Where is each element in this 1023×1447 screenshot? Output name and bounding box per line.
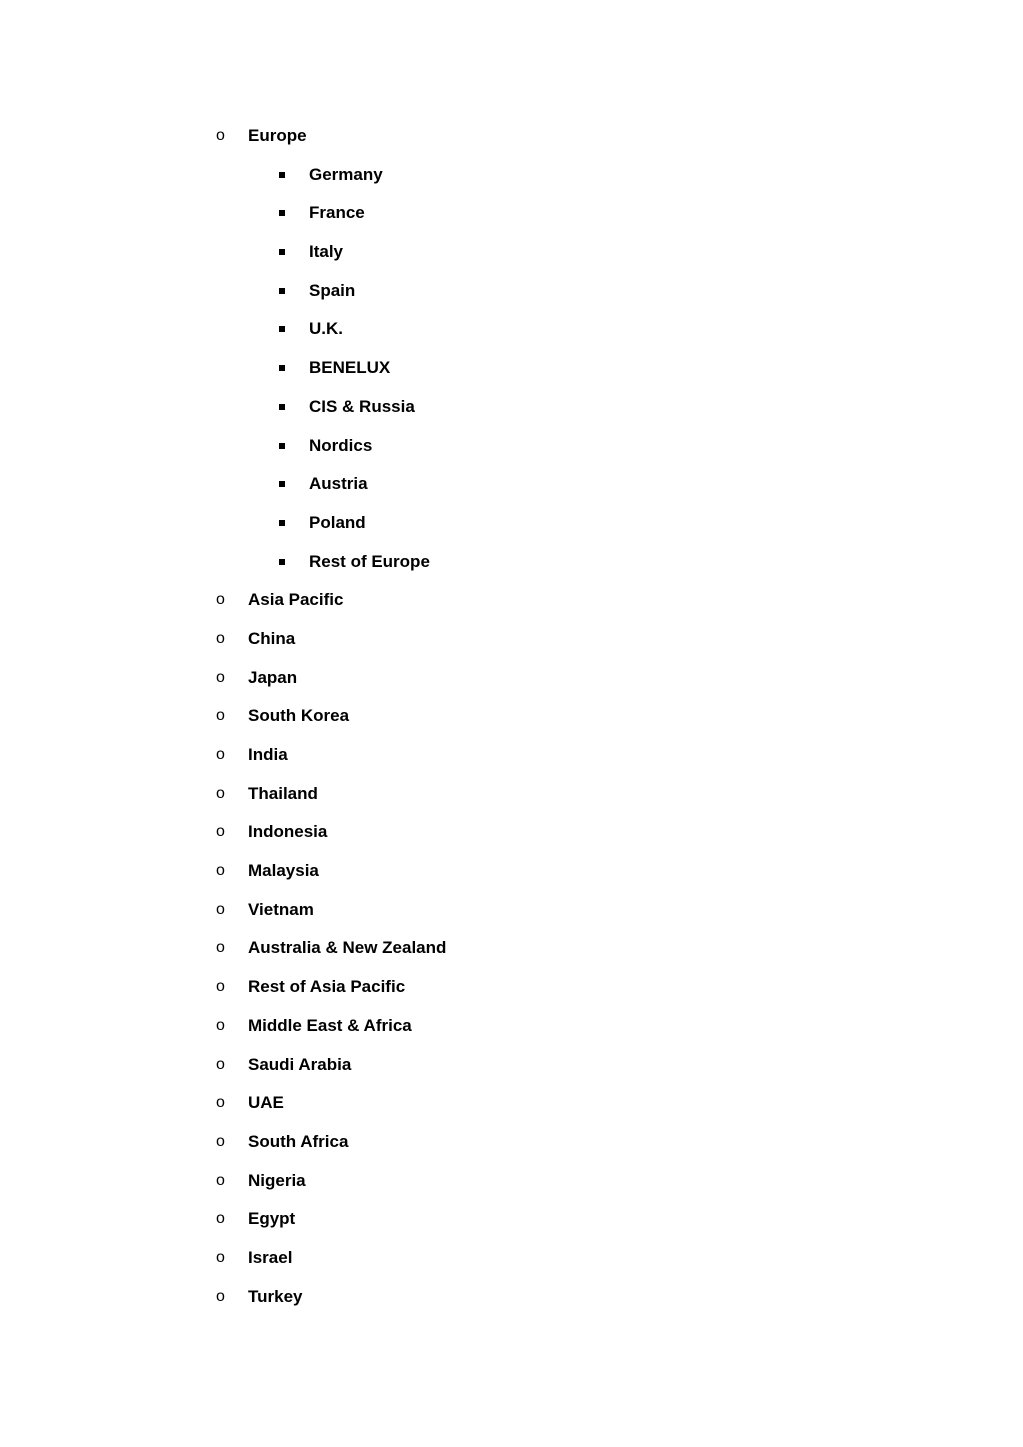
hollow-circle-bullet-icon: o — [216, 591, 225, 609]
list-item — [0, 1162, 1023, 1201]
hollow-circle-bullet-icon: o — [216, 900, 225, 918]
hollow-circle-bullet-icon: o — [216, 668, 225, 686]
list-item-label: France — [309, 203, 365, 223]
square-bullet-icon — [279, 520, 285, 526]
square-bullet-icon — [279, 288, 285, 294]
list-item-label: Israel — [248, 1247, 293, 1267]
square-bullet-icon — [279, 481, 285, 487]
list-item-label: CIS & Russia — [309, 396, 415, 416]
list-item — [0, 813, 1023, 852]
list-item — [0, 117, 1023, 156]
hollow-circle-bullet-icon: o — [216, 1210, 225, 1228]
hollow-circle-bullet-icon: o — [216, 939, 225, 957]
sub-list-item — [0, 156, 1023, 195]
list-item-label: Japan — [248, 667, 298, 687]
square-bullet-icon — [279, 443, 285, 449]
hollow-circle-bullet-icon: o — [216, 707, 225, 725]
list-item-label: Europe — [248, 126, 307, 145]
list-item-label: U.K. — [309, 319, 343, 339]
hollow-circle-bullet-icon: o — [216, 1248, 225, 1266]
square-bullet-icon — [279, 210, 285, 216]
list-item-label: Spain — [309, 280, 356, 300]
list-item-label: Middle East & Africa — [248, 1015, 412, 1035]
list-item — [0, 1278, 1023, 1317]
square-bullet-icon — [279, 559, 285, 565]
hollow-circle-bullet-icon: o — [216, 1171, 225, 1189]
list-item-label: Thailand — [248, 783, 318, 803]
sub-list-item — [0, 272, 1023, 311]
list-item-label: Turkey — [248, 1286, 303, 1306]
list-item-label: Indonesia — [248, 822, 328, 842]
list-item — [0, 775, 1023, 814]
list-item — [0, 968, 1023, 1007]
list-item-label: Australia & New Zealand — [248, 938, 447, 958]
square-bullet-icon — [279, 249, 285, 255]
list-item-label: Nigeria — [248, 1170, 306, 1190]
sub-list-item — [0, 504, 1023, 543]
hollow-circle-bullet-icon: o — [216, 784, 225, 802]
list-item-label: Egypt — [248, 1209, 296, 1229]
hollow-circle-bullet-icon: o — [216, 978, 225, 996]
list-item — [0, 1084, 1023, 1123]
list-item-label: Rest of Asia Pacific — [248, 977, 406, 997]
list-item-label: Germany — [309, 164, 383, 184]
list-item-label: Saudi Arabia — [248, 1054, 352, 1074]
list-item-label: Asia Pacific — [248, 590, 344, 610]
hollow-circle-bullet-icon: o — [216, 1016, 225, 1034]
list-item-label: China — [248, 628, 296, 648]
hollow-circle-bullet-icon: o — [216, 127, 225, 144]
hollow-circle-bullet-icon: o — [216, 1055, 225, 1073]
sub-list-item — [0, 310, 1023, 349]
square-bullet-icon — [279, 365, 285, 371]
square-bullet-icon — [279, 172, 285, 178]
sub-list-item — [0, 543, 1023, 582]
list-item — [0, 697, 1023, 736]
list-item-label: Poland — [309, 512, 366, 532]
sub-list-item — [0, 194, 1023, 233]
list-item-label: Rest of Europe — [309, 551, 430, 571]
list-item — [0, 1046, 1023, 1085]
list-item — [0, 1007, 1023, 1046]
hollow-circle-bullet-icon: o — [216, 746, 225, 763]
sub-list-item — [0, 427, 1023, 466]
hollow-circle-bullet-icon: o — [216, 1094, 225, 1112]
list-item-label: India — [248, 745, 288, 764]
sub-list-item — [0, 388, 1023, 427]
sub-list-item — [0, 465, 1023, 504]
list-item — [0, 736, 1023, 775]
hollow-circle-bullet-icon: o — [216, 1287, 225, 1305]
list-item-label: Nordics — [309, 435, 373, 455]
list-item-label: South Africa — [248, 1131, 349, 1151]
list-item-label: South Korea — [248, 706, 350, 726]
list-item-label: Malaysia — [248, 861, 319, 881]
list-item-label: Austria — [309, 474, 368, 494]
region-list — [0, 117, 1023, 1316]
list-item — [0, 929, 1023, 968]
hollow-circle-bullet-icon: o — [216, 862, 225, 880]
list-item — [0, 1200, 1023, 1239]
list-item — [0, 1239, 1023, 1278]
list-item — [0, 620, 1023, 659]
square-bullet-icon — [279, 404, 285, 410]
sub-list-item — [0, 349, 1023, 388]
list-item-label: BENELUX — [309, 358, 391, 378]
list-item-label: UAE — [248, 1093, 284, 1113]
hollow-circle-bullet-icon: o — [216, 1132, 225, 1150]
list-item — [0, 659, 1023, 698]
list-item — [0, 1123, 1023, 1162]
square-bullet-icon — [279, 326, 285, 332]
hollow-circle-bullet-icon: o — [216, 823, 225, 841]
list-item-label: Vietnam — [248, 899, 314, 919]
list-item-label: Italy — [309, 242, 344, 262]
sub-list-item — [0, 233, 1023, 272]
list-item — [0, 891, 1023, 930]
hollow-circle-bullet-icon: o — [216, 629, 225, 647]
list-item — [0, 581, 1023, 620]
list-item — [0, 852, 1023, 891]
